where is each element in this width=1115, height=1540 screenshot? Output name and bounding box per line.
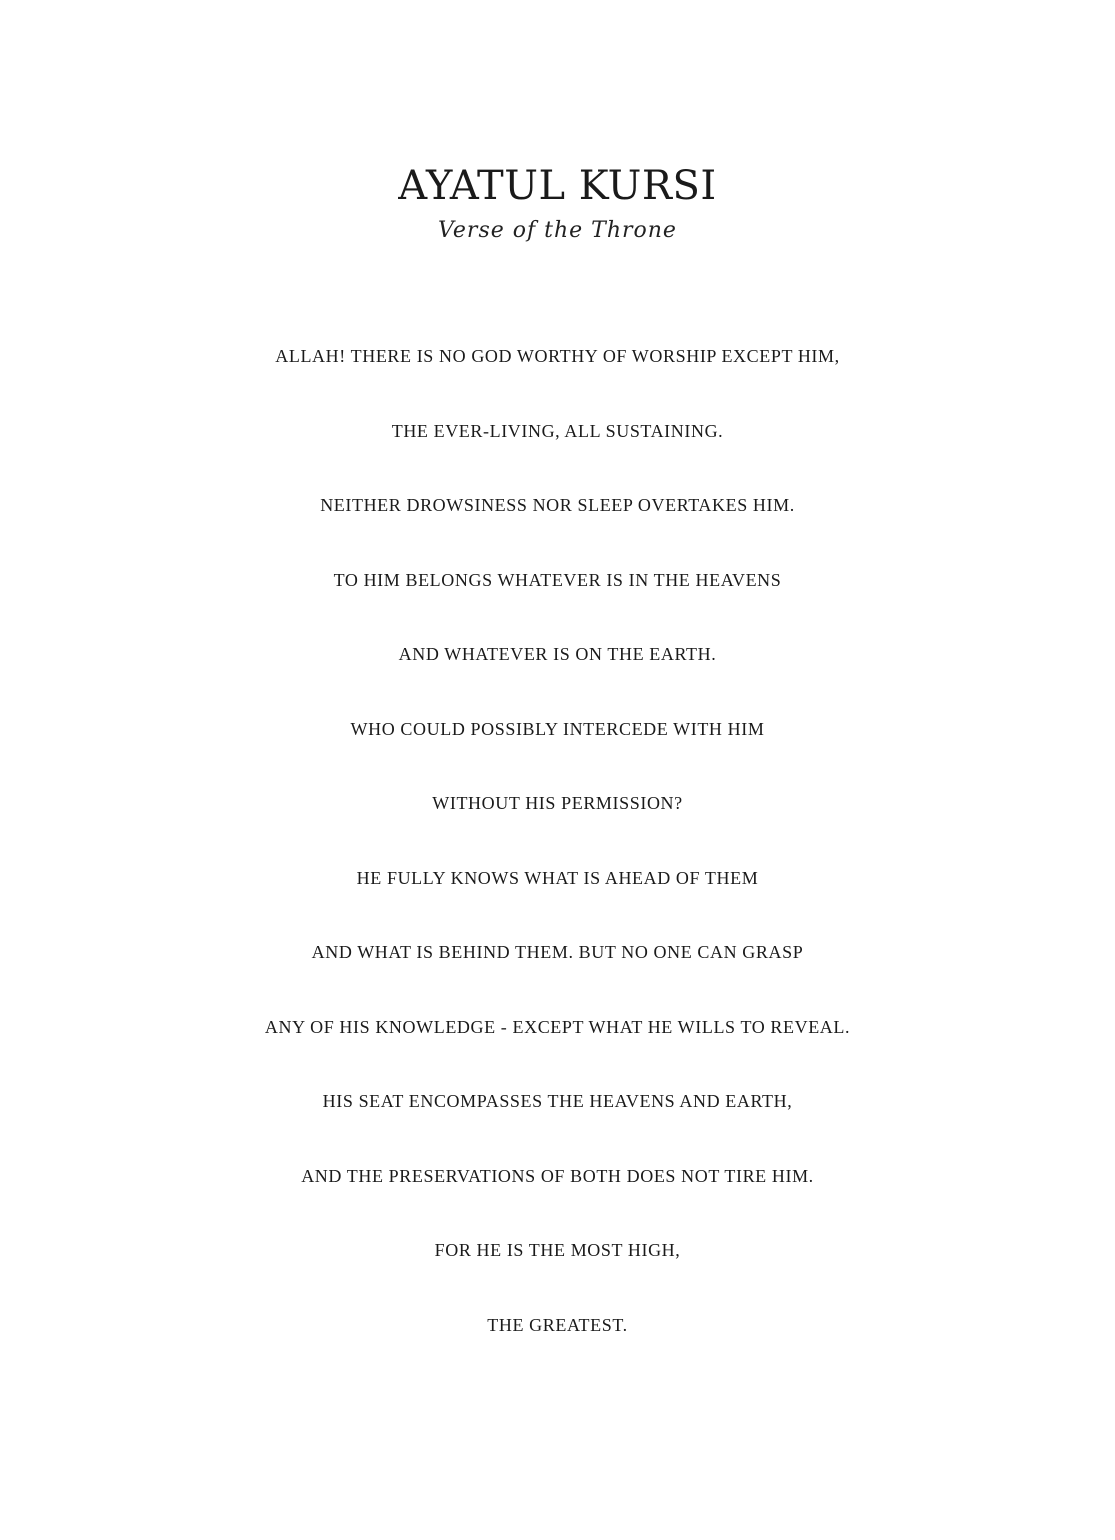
verse-line: THE GREATEST.: [487, 1314, 628, 1335]
verse-line: HIS SEAT ENCOMPASSES THE HEAVENS AND EARTH,: [322, 1091, 793, 1111]
verse-line: TO HIM BELONGS WHATEVER IS IN THE HEAVENS: [333, 569, 782, 590]
verse-line: NEITHER DROWSINESS NOR SLEEP OVERTAKES HIM.: [320, 495, 795, 515]
verse-line: AND WHATEVER IS ON THE EARTH.: [398, 644, 717, 664]
page-subtitle: Verse of the Throne: [438, 218, 677, 243]
verse-line: THE EVER-LIVING, ALL SUSTAINING.: [391, 420, 724, 441]
verse-line: WITHOUT HIS PERMISSION?: [432, 793, 683, 813]
verse-line: ALLAH! THERE IS NO GOD WORTHY OF WORSHIP EXCEPT HIM,: [275, 346, 840, 366]
verse-line: ANY OF HIS KNOWLEDGE - EXCEPT WHAT HE WILLS TO REVEAL.: [264, 1016, 851, 1037]
verse-text: [0, 333, 1115, 1376]
verse-line: AND THE PRESERVATIONS OF BOTH DOES NOT TIRE HIM.: [301, 1165, 814, 1186]
verse-line: HE FULLY KNOWS WHAT IS AHEAD OF THEM: [356, 867, 759, 888]
page-title: AYATUL KURSI: [398, 163, 717, 209]
verse-line: FOR HE IS THE MOST HIGH,: [434, 1240, 681, 1260]
verse-line: AND WHAT IS BEHIND THEM. BUT NO ONE CAN GRASP: [311, 942, 804, 962]
verse-line: WHO COULD POSSIBLY INTERCEDE WITH HIM: [350, 718, 765, 739]
